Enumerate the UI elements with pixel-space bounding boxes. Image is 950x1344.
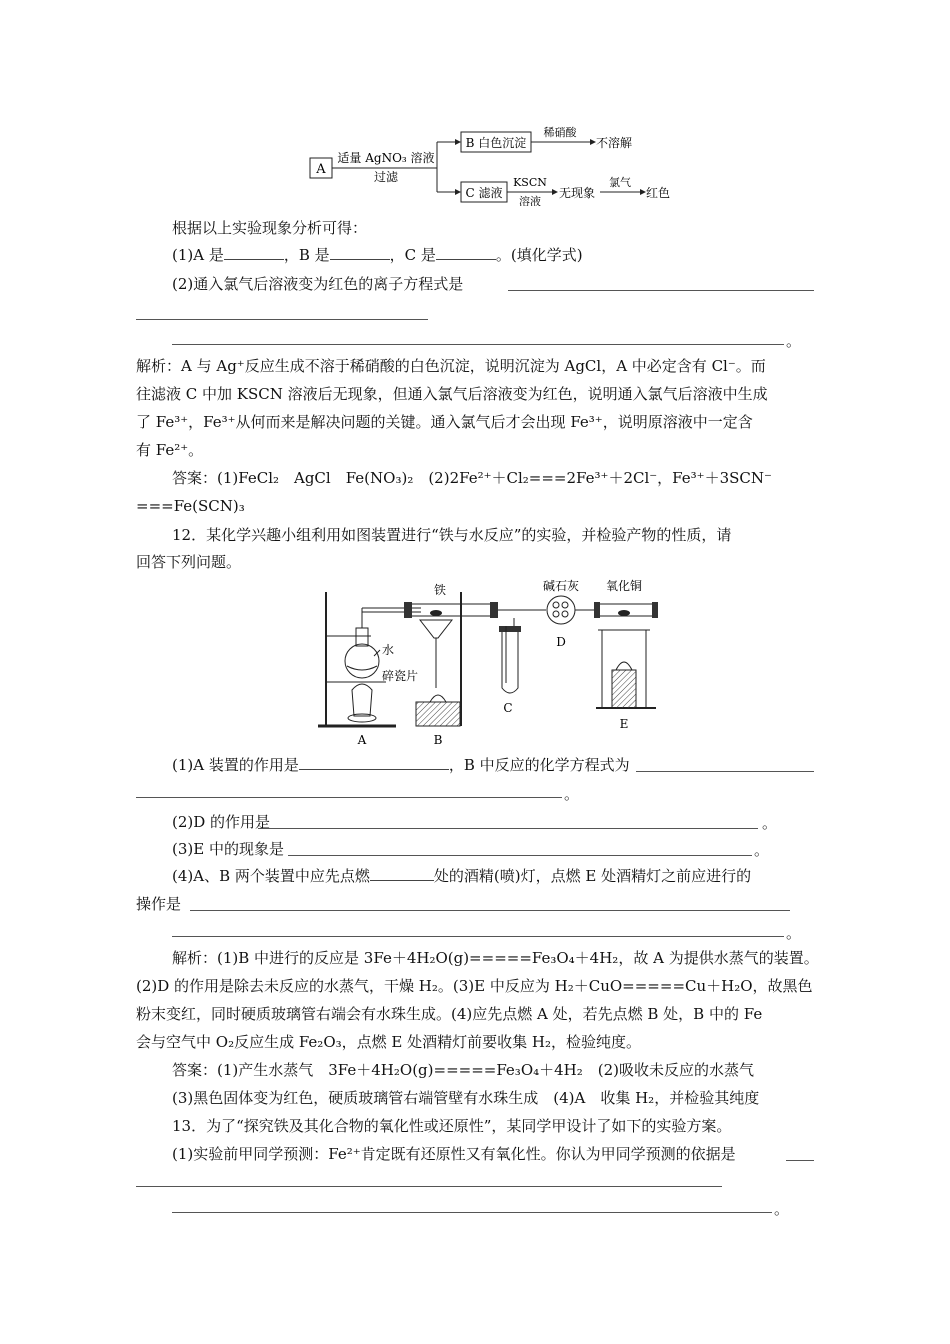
q12-p4-a: (4)A、B 两个装置中应先点燃 bbox=[172, 867, 370, 885]
box-b-label: B 白色沉淀 bbox=[465, 136, 527, 150]
q11-analysis-4: 有 Fe²⁺。 bbox=[136, 441, 204, 459]
c-arrow-bottom: 溶液 bbox=[519, 195, 541, 206]
label-porcelain: 碎瓷片 bbox=[382, 669, 419, 683]
q11-intro: 根据以上实验现象分析可得： bbox=[172, 219, 368, 237]
label-c: C bbox=[503, 701, 513, 715]
blank-operation-2[interactable] bbox=[172, 936, 784, 937]
q12-p1-end: 。 bbox=[564, 785, 580, 803]
blank-equation-1[interactable] bbox=[508, 290, 814, 291]
box-c-label: C 滤液 bbox=[465, 186, 503, 200]
blank-b[interactable] bbox=[330, 245, 390, 260]
q12-p1-a: (1)A 装置的作用是 bbox=[172, 756, 299, 774]
blank-a[interactable] bbox=[224, 245, 284, 260]
q11-p1-c: ，C 是 bbox=[389, 246, 436, 264]
label-e: E bbox=[619, 717, 629, 731]
q11-part1 bbox=[172, 245, 583, 265]
q11-p1-d: 。(填化学式) bbox=[495, 246, 583, 264]
q12-part1 bbox=[172, 755, 630, 775]
q13-part1: (1)实验前甲同学预测：Fe²⁺肯定既有还原性又有氧化性。你认为甲同学预测的依据是 bbox=[172, 1145, 736, 1163]
q12-p3-end: 。 bbox=[754, 841, 770, 859]
label-soda-lime: 碱石灰 bbox=[542, 579, 580, 593]
blank-b-equation-1[interactable] bbox=[636, 771, 814, 772]
label-iron: 铁 bbox=[434, 583, 447, 597]
blank-q13-2[interactable] bbox=[136, 1186, 722, 1187]
q12-analysis-1: 解析：(1)B 中进行的反应是 3Fe＋4H₂O(g)=====Fe₃O₄＋4H₂，故 A 为提供水蒸气的装置。 bbox=[172, 949, 819, 967]
q12-p1-b: ，B 中反应的化学方程式为 bbox=[448, 756, 630, 774]
apparatus-diagram bbox=[316, 578, 666, 750]
q12-answer-1: 答案：(1)产生水蒸气 3Fe＋4H₂O(g)=====Fe₃O₄＋4H₂ (2)吸收未反应的水蒸气 bbox=[172, 1061, 755, 1079]
q11-analysis-3: 了 Fe³⁺，Fe³⁺从何而来是解决问题的关键。通入氯气后才会出现 Fe³⁺，说明原溶液中一定含 bbox=[136, 413, 753, 431]
step1-bottom: 过滤 bbox=[373, 170, 399, 184]
q11-answer-2: ===Fe(SCN)₃ bbox=[136, 497, 245, 515]
q13-stem: 13．为了“探究铁及其化合物的氧化性或还原性”，某同学甲设计了如下的实验方案。 bbox=[172, 1117, 732, 1135]
blank-d-role[interactable] bbox=[258, 828, 758, 829]
c-result: 红色 bbox=[646, 186, 671, 200]
q12-analysis-4: 会与空气中 O₂反应生成 Fe₂O₃，点燃 E 处酒精灯前要收集 H₂，检验纯度。 bbox=[136, 1033, 641, 1051]
q12-p4-b: 处的酒精(喷)灯，点燃 E 处酒精灯之前应进行的 bbox=[433, 867, 752, 885]
q12-part3: (3)E 中的现象是 bbox=[172, 840, 284, 858]
b-result: 不溶解 bbox=[596, 136, 633, 150]
q12-analysis-3: 粉末变红，同时硬质玻璃管右端会有水珠生成。(4)应先点燃 A 处，若先点燃 B 处，B 中的 Fe bbox=[136, 1005, 763, 1023]
label-d: D bbox=[556, 635, 566, 649]
blank-equation-2[interactable] bbox=[136, 319, 428, 320]
blank-q13-3[interactable] bbox=[172, 1212, 772, 1213]
q12-stem-2: 回答下列问题。 bbox=[136, 553, 242, 571]
q11-part2: (2)通入氯气后溶液变为红色的离子方程式是 bbox=[172, 275, 464, 293]
box-a-label: A bbox=[316, 162, 326, 177]
c-arrow-top: KSCN bbox=[513, 176, 547, 189]
q12-answer-2: (3)黑色固体变为红色，硬质玻璃管右端管壁有水珠生成 (4)A 收集 H₂，并检验其纯度 bbox=[172, 1089, 760, 1107]
q11-analysis-2: 往滤液 C 中加 KSCN 溶液后无现象，但通入氯气后溶液变为红色，说明通入氯气后溶液中生成 bbox=[136, 385, 768, 403]
q11-analysis-1: 解析：A 与 Ag⁺反应生成不溶于稀硝酸的白色沉淀，说明沉淀为 AgCl，A 中必定含有 Cl⁻。而 bbox=[136, 357, 766, 375]
blank-c[interactable] bbox=[436, 245, 496, 260]
q11-p1-b: ，B 是 bbox=[283, 246, 330, 264]
blank-e-phenomenon[interactable] bbox=[288, 855, 752, 856]
c-mid: 无现象 bbox=[559, 186, 596, 200]
b-arrow-label: 稀硝酸 bbox=[543, 126, 577, 139]
q12-part4 bbox=[172, 866, 751, 886]
q12-p2-end: 。 bbox=[762, 814, 778, 832]
blank-operation-1[interactable] bbox=[190, 910, 790, 911]
label-a: A bbox=[357, 733, 367, 747]
q13-end: 。 bbox=[774, 1200, 790, 1218]
q12-part2: (2)D 的作用是 bbox=[172, 813, 271, 831]
blank-a-role[interactable] bbox=[299, 755, 449, 770]
label-water: 水 bbox=[382, 643, 395, 657]
blank-equation-3[interactable] bbox=[172, 344, 784, 345]
q12-stem-1: 12．某化学兴趣小组利用如图装置进行“铁与水反应”的实验，并检验产物的性质，请 bbox=[172, 526, 732, 544]
label-copper-oxide: 氧化铜 bbox=[605, 579, 643, 593]
flow-diagram bbox=[300, 118, 680, 206]
q11-end-dot: 。 bbox=[786, 332, 802, 350]
blank-q13-1[interactable] bbox=[786, 1160, 814, 1161]
blank-first-light[interactable] bbox=[370, 866, 434, 881]
q11-p1-a: (1)A 是 bbox=[172, 246, 224, 264]
label-b: B bbox=[433, 733, 443, 747]
step1-top: 适量 AgNO₃ 溶液 bbox=[337, 151, 435, 165]
q11-answer-1: 答案：(1)FeCl₂ AgCl Fe(NO₃)₂ (2)2Fe²⁺＋Cl₂===2Fe³⁺＋2Cl⁻，Fe³⁺＋3SCN⁻ bbox=[172, 469, 772, 487]
q12-analysis-2: (2)D 的作用是除去未反应的水蒸气，干燥 H₂。(3)E 中反应为 H₂＋CuO=====Cu＋H₂O，故黑色 bbox=[136, 977, 813, 995]
blank-b-equation-2[interactable] bbox=[136, 797, 562, 798]
q12-p4-c: 操作是 bbox=[136, 895, 182, 913]
c-arrow2: 氯气 bbox=[609, 176, 631, 189]
q12-p4-end: 。 bbox=[786, 924, 802, 942]
